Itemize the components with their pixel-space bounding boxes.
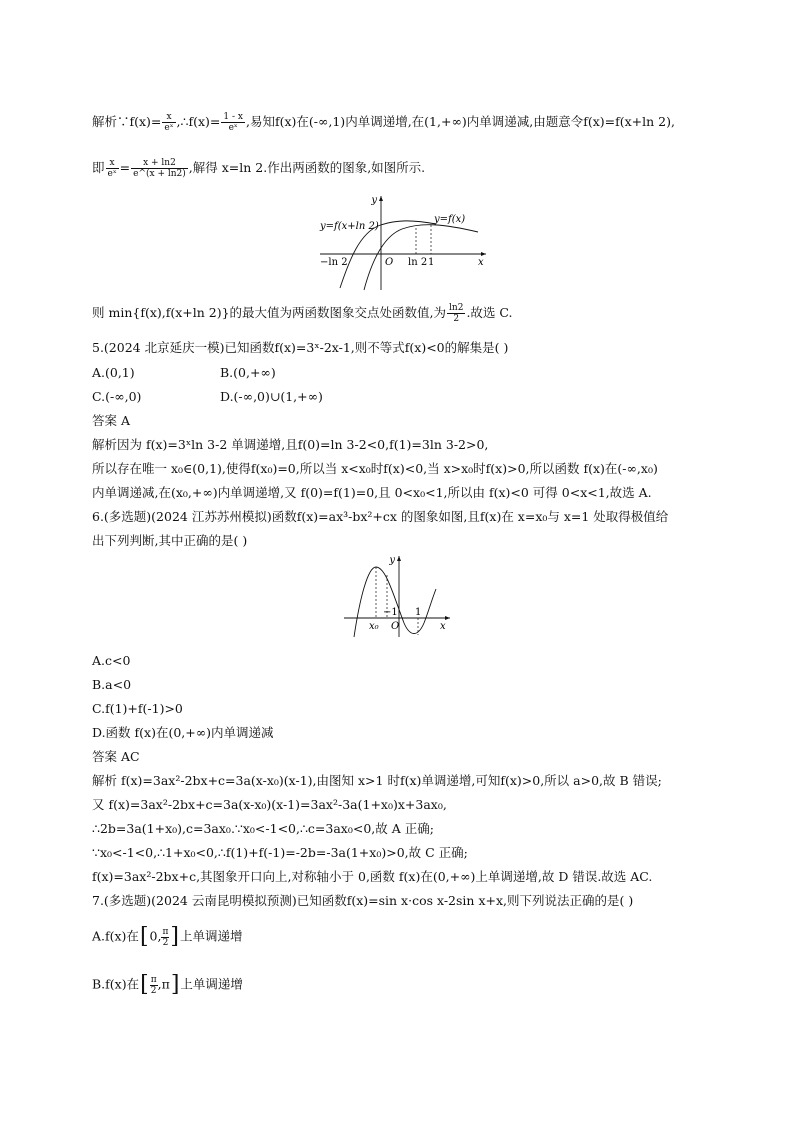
question-7-stem: 7.(多选题)(2024 云南昆明模拟预测)已知函数f(x)=sin x·cos x-2sin x+x,则下列说法正确的是( ) (92, 893, 634, 908)
question-7-option-b: B.f(x)在[ $\frac{\pi}{2}$ ,π]上单调递增 (92, 972, 243, 997)
fraction: $\frac{1 - x}{\text{eˣ}}$ (223, 112, 243, 133)
tick-label-neg-ln2: −ln 2 (320, 257, 348, 268)
question-6-option-b: B.a<0 (92, 677, 132, 692)
text: 解析∵f(x)= (92, 114, 162, 129)
axis-label-y: y (371, 195, 377, 206)
axis-label-x: x (478, 257, 484, 268)
question-6-stem-2: 出下列判断,其中正确的是( ) (92, 533, 248, 548)
tick-label-one: 1 (428, 257, 435, 268)
question-5-stem: 5.(2024 北京延庆一模)已知函数f(x)=3ˣ-2x-1,则不等式f(x)<0的解集是( ) (92, 340, 509, 355)
left-bracket: [ (139, 924, 149, 949)
question-5-options-row-1 (92, 364, 714, 382)
question-5-solution-1: 解析因为 f(x)=3ˣln 3-2 单调递增,且f(0)=ln 3-2<0,f(1)=3ln 3-2>0, (92, 437, 489, 452)
axis-label-x: x (440, 621, 446, 632)
text: ,易知f(x)在(-∞,1)内单调递增,在(1,+∞)内单调递减,由题意令f(x)=f(x+ln 2), (245, 114, 675, 129)
left-bracket: [ (140, 972, 149, 997)
question-6-solution-4: ∵x₀<-1<0,∴1+x₀<0,∴f(1)+f(-1)=-2b=-3a(1+x₀)>0,故 C 正确; (92, 845, 468, 860)
tick-label-one: 1 (415, 607, 422, 618)
question-6-solution-5: f(x)=3ax²-2bx+c,其图象开口向上,对称轴小于 0,函数 f(x)在(0,+∞)上单调递增,故 D 错误.故选 AC. (92, 869, 653, 884)
solution-line-1 (92, 112, 714, 133)
origin-label: O (391, 621, 400, 632)
question-6-solution-1: 解析 f(x)=3ax²-2bx+c=3a(x-x₀)(x-1),由图知 x>1 时f(x)单调递增,可知f(x)>0,所以 a>0,故 B 错误; (92, 773, 662, 788)
fraction: $\frac{x}{\text{eˣ}}$ (164, 112, 174, 133)
graph-two-functions (318, 192, 490, 292)
right-bracket: ] (170, 924, 179, 949)
question-6-option-c: C.f(1)+f(-1)>0 (92, 701, 183, 716)
tick-label-x0: x₀ (369, 621, 379, 632)
option-c: C.(-∞,0) (92, 389, 142, 404)
option-d: D.(-∞,0)∪(1,+∞) (220, 389, 323, 404)
question-5-solution-3: 内单调递减,在(x₀,+∞)内单调递增,又 f(0)=f(1)=0,且 0<x₀<1,所以由 f(x)<0 可得 0<x<1,故选 A. (92, 485, 652, 500)
question-6-option-a: A.c<0 (92, 653, 131, 668)
option-a: A.(0,1) (92, 365, 135, 380)
question-6-solution-2: 又 f(x)=3ax²-2bx+c=3a(x-x₀)(x-1)=3ax²-3a(1+x₀)x+3ax₀, (92, 797, 447, 812)
curve-label-f: y=f(x) (434, 214, 466, 225)
question-5-answer: 答案 A (92, 413, 131, 428)
question-5-options-row-2 (92, 388, 714, 406)
graph-cubic (342, 553, 454, 639)
question-6-option-d: D.函数 f(x)在(0,+∞)内单调递减 (92, 725, 274, 740)
question-7-option-a: A.f(x)在[0, $\frac{\pi}{2}$ ]上单调递增 (92, 924, 243, 949)
question-6-stem-1: 6.(多选题)(2024 江苏苏州模拟)函数f(x)=ax³-bx²+cx 的图象如图,且f(x)在 x=x₀与 x=1 处取得极值给 (92, 509, 669, 524)
tick-label-neg1: −1 (383, 607, 398, 618)
question-6-answer: 答案 AC (92, 749, 140, 764)
question-6-solution-3: ∴2b=3a(1+x₀),c=3ax₀.∵x₀<-1<0,∴c=3ax₀<0,故 A 正确; (92, 821, 434, 836)
question-5-solution-2: 所以存在唯一 x₀∈(0,1),使得f(x₀)=0,所以当 x<x₀时f(x)<0,当 x>x₀时f(x)>0,所以函数 f(x)在(-∞,x₀) (92, 461, 658, 476)
solution-line-3: 则 min{f(x),f(x+ln 2)}的最大值为两函数图象交点处函数值,为 $\frac{\ln 2}{2}$ .故选 C. (92, 303, 513, 324)
right-bracket: ] (170, 972, 180, 997)
option-b: B.(0,+∞) (220, 365, 276, 380)
solution-line-2: 即 $\frac{x}{\text{eˣ}}$ = $\frac{x + \ln 2}{e\^{}(x + \ln 2)}$ ,解得 x=ln 2.作出两函数的图象,如图所示. (92, 158, 426, 179)
axis-label-y: y (389, 555, 395, 566)
tick-label-ln2: ln 2 (408, 257, 428, 268)
text: ,∴f(x)= (176, 114, 221, 129)
origin-label: O (385, 257, 394, 268)
curve-label-shift: y=f(x+ln 2) (320, 221, 379, 232)
